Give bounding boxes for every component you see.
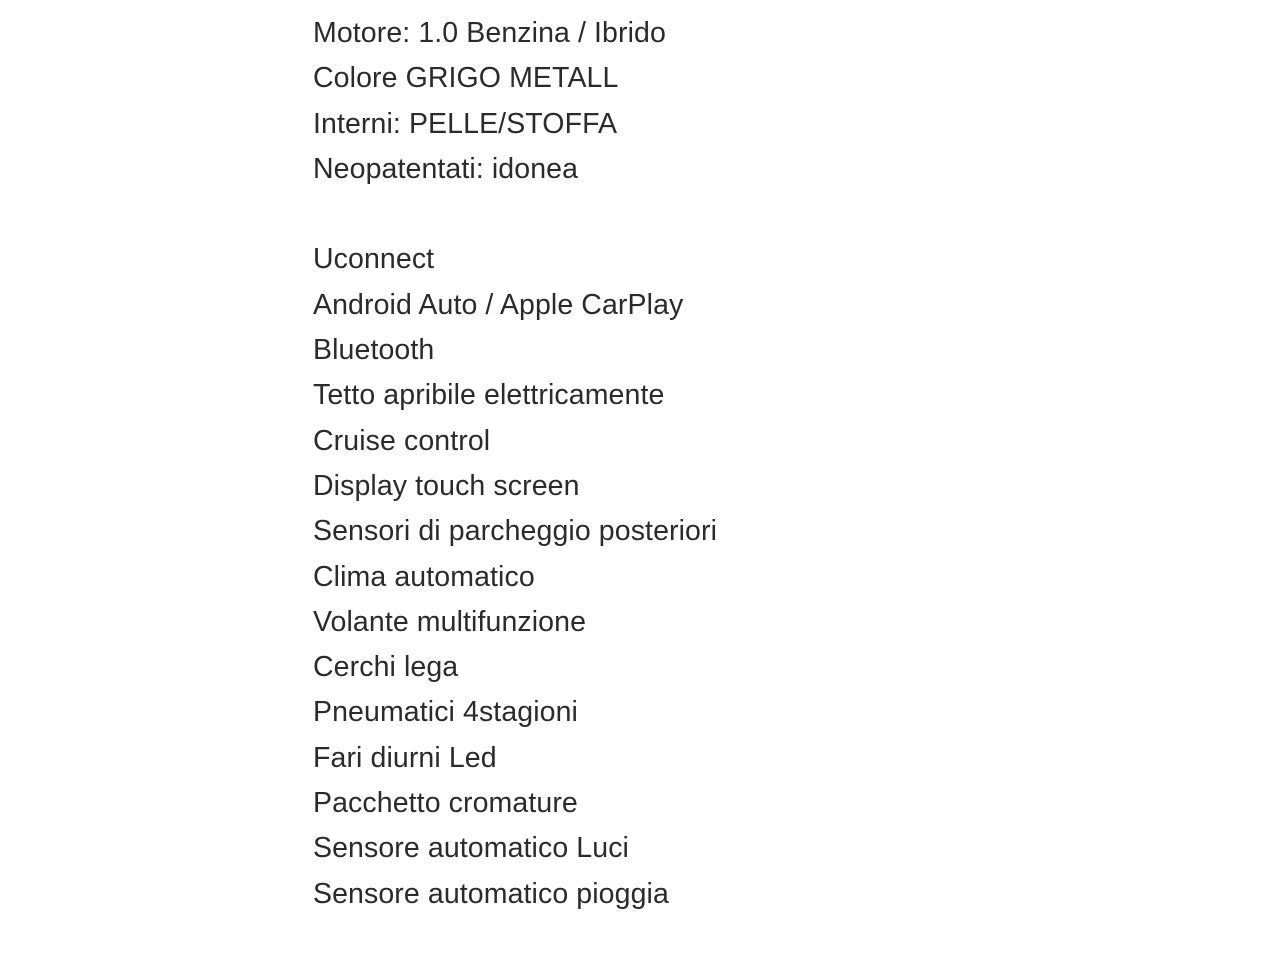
vehicle-description: [313, 11, 717, 917]
feature-line: Clima automatico: [313, 560, 535, 593]
spec-line: Motore: 1.0 Benzina / Ibrido: [313, 17, 666, 49]
feature-line: Pacchetto cromature: [313, 787, 578, 820]
feature-line: Volante multifunzione: [313, 605, 587, 638]
spec-line: Colore GRIGO METALL: [313, 62, 619, 95]
feature-line: Tetto apribile elettricamente: [313, 379, 665, 412]
spec-line: Interni: PELLE/STOFFA: [313, 107, 618, 140]
feature-line: Cruise control: [313, 424, 491, 457]
feature-line: Sensore automatico Luci: [313, 832, 629, 865]
feature-line: Bluetooth: [313, 334, 435, 367]
feature-line: Android Auto / Apple CarPlay: [313, 288, 684, 321]
blank-line: [313, 192, 717, 237]
feature-line: Sensori di parcheggio posteriori: [313, 515, 718, 548]
feature-line: Cerchi lega: [313, 651, 459, 684]
feature-line: Display touch screen: [313, 469, 580, 502]
feature-line: Sensore automatico pioggia: [313, 877, 669, 910]
feature-line: Fari diurni Led: [313, 741, 497, 774]
spec-line: Neopatentati: idonea: [313, 152, 579, 185]
feature-line: Pneumatici 4stagioni: [313, 696, 578, 729]
feature-line: Uconnect: [313, 243, 435, 276]
